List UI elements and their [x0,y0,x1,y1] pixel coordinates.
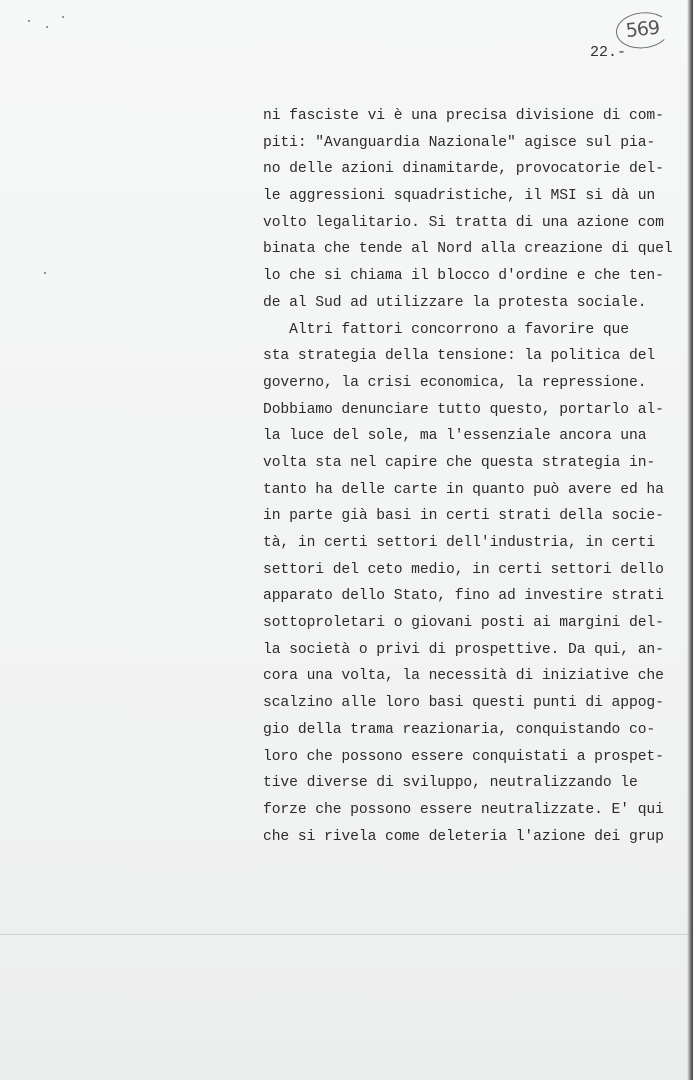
archive-number-text: 569 [624,16,661,43]
text-line: Dobbiamo denunciare tutto questo, portarlo al- [263,401,664,418]
archive-stamp-number [618,11,673,50]
scan-speck [28,20,30,22]
text-line: le aggressioni squadristiche, il MSI si dà un [263,188,656,205]
text-line: tà, in certi settori dell'industria, in certi [263,535,656,551]
text-line: piti: "Avanguardia Nazionale" agisce sul pia- [263,134,656,151]
text-line: volta sta nel capire che questa strategia in- [263,454,656,471]
text-line: binata che tende al Nord alla creazione di quel [263,241,673,258]
scan-speck [44,272,46,274]
scan-fold-line [0,934,693,935]
page-number: 22.- [590,44,627,61]
text-line: in parte già basi in certi strati della socie- [263,508,664,525]
text-line: settori del ceto medio, in certi settori dello [263,561,664,578]
text-line: scalzino alle loro basi questi punti di appog- [263,695,664,712]
text-line: volto legalitario. Si tratta di una azione com [263,214,664,231]
text-line: cora una volta, la necessità di iniziative che [263,668,664,685]
text-line: sta strategia della tensione: la politica del [263,348,656,365]
text-line: gio della trama reazionaria, conquistando co- [263,721,656,738]
text-line: loro che possono essere conquistati a prospet- [263,748,664,765]
text-line: tive diverse di sviluppo, neutralizzando le [263,775,638,792]
text-line: governo, la crisi economica, la repressione. [263,374,647,391]
text-line: sottoproletari o giovani posti ai margini del- [263,615,664,632]
text-line: la società o privi di prospettive. Da qui, an- [263,641,664,658]
body-text [263,103,673,850]
text-line: Altri fattori concorrono a favorire que [263,321,629,338]
text-line: che si rivela come deleteria l'azione dei grup [263,828,664,845]
scan-speck [46,26,48,28]
text-line: no delle azioni dinamitarde, provocatorie del- [263,161,664,178]
text-line: ni fasciste vi è una precisa divisione di com- [263,108,664,124]
scan-right-edge [687,0,693,1080]
text-line: la luce del sole, ma l'essenziale ancora una [263,428,647,445]
text-line: lo che si chiama il blocco d'ordine e che ten- [263,268,664,285]
text-line: de al Sud ad utilizzare la protesta sociale. [263,294,647,311]
text-line: apparato dello Stato, fino ad investire strati [263,588,664,605]
text-line: forze che possono essere neutralizzate. E' qui [263,801,664,818]
text-line: tanto ha delle carte in quanto può avere ed ha [263,481,664,498]
scan-speck [62,16,64,18]
